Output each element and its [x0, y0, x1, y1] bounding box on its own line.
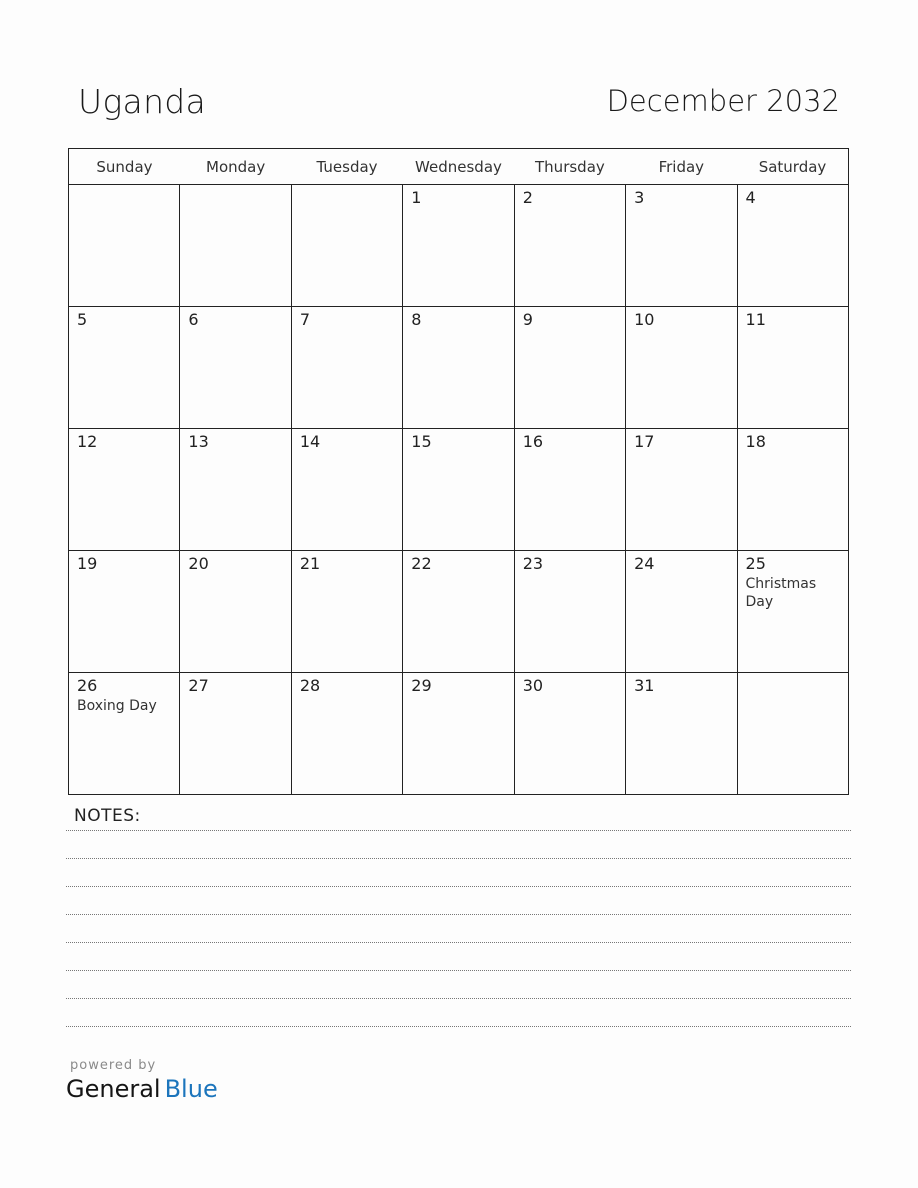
- notes-line: [66, 1026, 851, 1027]
- day-cell[interactable]: [737, 185, 848, 307]
- day-cell[interactable]: [403, 673, 514, 795]
- day-cell[interactable]: [180, 673, 291, 795]
- day-cell[interactable]: [180, 551, 291, 673]
- week-row: [69, 551, 849, 673]
- empty-day-cell: [737, 673, 848, 795]
- notes-line: [66, 970, 851, 971]
- day-number: 6: [188, 310, 199, 329]
- weekday-header: Saturday: [737, 149, 848, 185]
- day-cell[interactable]: [291, 551, 402, 673]
- brand-blue: Blue: [164, 1075, 218, 1103]
- day-number: 31: [634, 676, 655, 695]
- day-cell[interactable]: [514, 185, 625, 307]
- day-cell[interactable]: [180, 307, 291, 429]
- day-number: 8: [411, 310, 422, 329]
- country-title: Uganda: [78, 82, 207, 121]
- day-cell[interactable]: [626, 429, 737, 551]
- day-number: 30: [522, 676, 544, 695]
- day-number: 28: [299, 676, 321, 695]
- day-number: 18: [745, 432, 766, 451]
- day-number: 25: [745, 554, 766, 573]
- calendar-grid: [68, 148, 849, 795]
- day-cell[interactable]: [69, 673, 180, 795]
- day-cell[interactable]: [180, 429, 291, 551]
- day-number: 4: [745, 188, 756, 207]
- weekday-header: Sunday: [69, 149, 180, 185]
- day-number: 10: [634, 310, 655, 329]
- day-cell[interactable]: [626, 551, 737, 673]
- notes-label: NOTES:: [74, 806, 141, 826]
- day-cell[interactable]: [291, 307, 402, 429]
- notes-line: [66, 858, 851, 859]
- holiday-label: Christmas Day: [745, 576, 817, 610]
- day-cell[interactable]: [69, 307, 180, 429]
- day-number: 22: [411, 554, 432, 573]
- generalblue-logo: [66, 1075, 218, 1103]
- day-number: 9: [522, 310, 533, 329]
- brand-general: General: [66, 1075, 161, 1103]
- day-cell[interactable]: [69, 551, 180, 673]
- day-number: 24: [634, 554, 655, 573]
- notes-line: [66, 830, 851, 831]
- notes-line: [66, 998, 851, 999]
- day-cell[interactable]: [737, 551, 848, 673]
- day-number: 26: [77, 676, 98, 695]
- powered-by-text: powered by: [70, 1058, 157, 1073]
- month-year-title: December 2032: [606, 84, 840, 118]
- day-cell[interactable]: [626, 185, 737, 307]
- day-number: 20: [188, 554, 209, 573]
- day-cell[interactable]: [737, 429, 848, 551]
- weekday-header: Thursday: [514, 149, 625, 185]
- day-cell[interactable]: [514, 673, 625, 795]
- weekday-header: Tuesday: [291, 149, 402, 185]
- day-number: 29: [411, 676, 432, 695]
- day-number: 15: [411, 432, 432, 451]
- day-number: 7: [299, 310, 311, 329]
- day-number: 11: [745, 310, 766, 329]
- week-row: [69, 673, 849, 795]
- day-number: 21: [299, 554, 321, 573]
- day-number: 12: [77, 432, 98, 451]
- weekday-header: Monday: [180, 149, 291, 185]
- notes-line: [66, 886, 851, 887]
- week-row: [69, 429, 849, 551]
- day-number: 13: [188, 432, 209, 451]
- day-number: 14: [299, 432, 321, 451]
- day-cell[interactable]: [69, 429, 180, 551]
- day-cell[interactable]: [626, 673, 737, 795]
- day-cell[interactable]: [403, 429, 514, 551]
- day-cell[interactable]: [514, 551, 625, 673]
- day-number: 27: [188, 676, 209, 695]
- weekday-header: Wednesday: [403, 149, 514, 185]
- day-cell[interactable]: [403, 307, 514, 429]
- day-cell[interactable]: [737, 307, 848, 429]
- weekday-header: Friday: [626, 149, 737, 185]
- week-row: [69, 307, 849, 429]
- notes-line: [66, 942, 851, 943]
- day-cell[interactable]: [291, 673, 402, 795]
- empty-day-cell: [180, 185, 291, 307]
- day-cell[interactable]: [403, 551, 514, 673]
- day-number: 3: [634, 188, 645, 207]
- empty-day-cell: [291, 185, 402, 307]
- day-cell[interactable]: [291, 429, 402, 551]
- day-number: 19: [77, 554, 98, 573]
- empty-day-cell: [69, 185, 180, 307]
- day-cell[interactable]: [514, 307, 625, 429]
- holiday-label: Boxing Day: [77, 698, 157, 714]
- day-number: 16: [522, 432, 544, 451]
- day-number: 2: [522, 188, 533, 207]
- day-cell[interactable]: [514, 429, 625, 551]
- week-row: [69, 185, 849, 307]
- day-number: 1: [411, 188, 422, 207]
- day-cell[interactable]: [626, 307, 737, 429]
- weekday-header-row: [69, 149, 849, 185]
- day-number: 23: [522, 554, 544, 573]
- day-cell[interactable]: [403, 185, 514, 307]
- day-number: 17: [634, 432, 655, 451]
- notes-line: [66, 914, 851, 915]
- day-number: 5: [77, 310, 88, 329]
